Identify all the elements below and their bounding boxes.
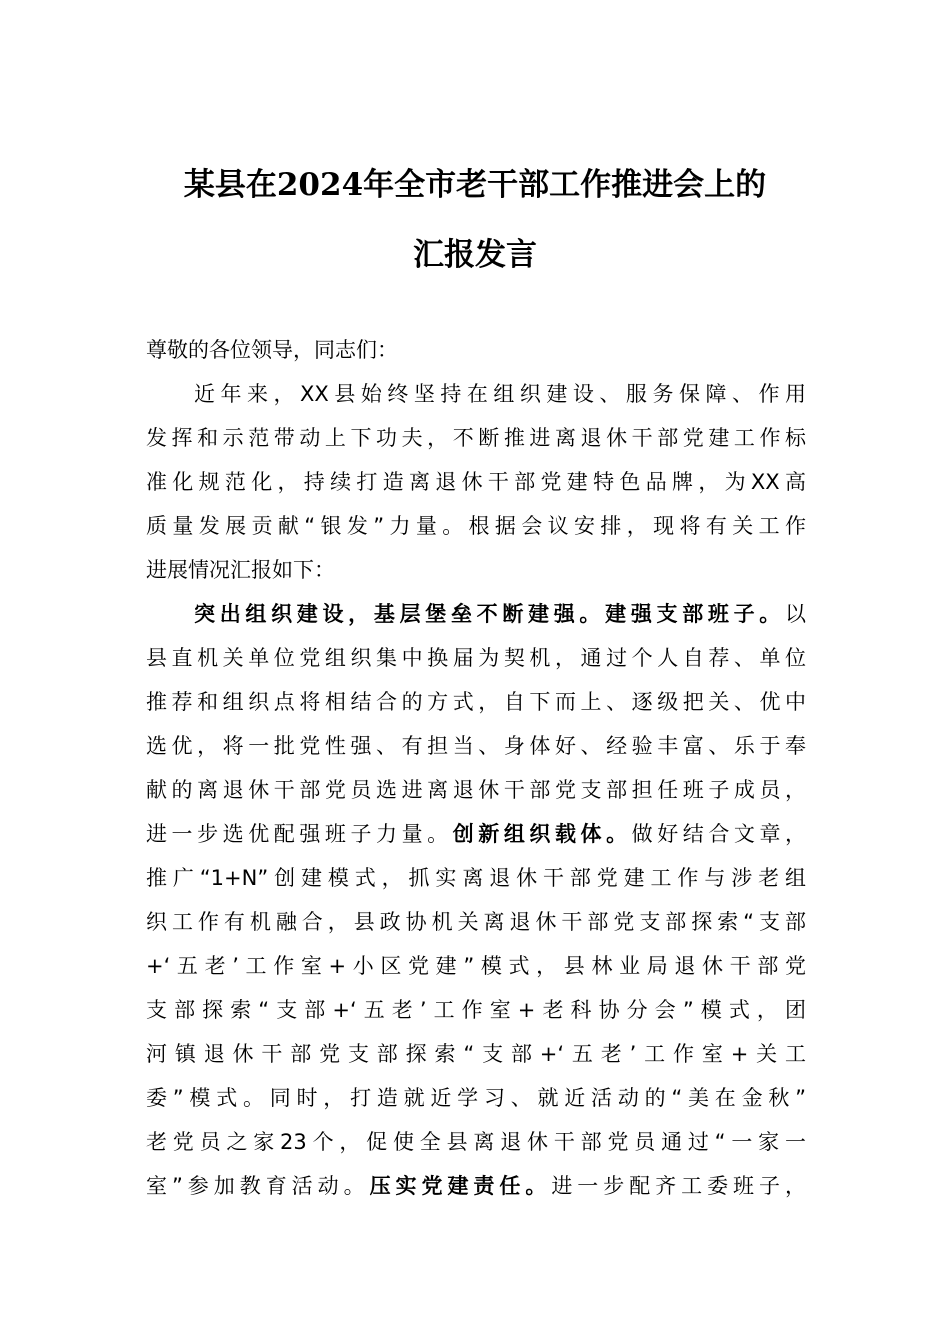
paragraph-line: 进展情况汇报如下：: [146, 558, 335, 582]
paragraph-line: 发挥和示范带动上下功夫，不断推进离退休干部党建工作标: [146, 426, 806, 450]
paragraph-line: +‘五老’工作室+小区党建”模式，县林业局退休干部党: [146, 954, 806, 978]
subheading: 创新组织载体。: [452, 822, 632, 846]
text: 进一步配齐工委班子，: [551, 1174, 806, 1198]
paragraph-line: 支部探索“支部+‘五老’工作室+老科协分会”模式，团: [146, 998, 806, 1022]
paragraph-line: 县直机关单位党组织集中换届为契机，通过个人自荐、单位: [146, 646, 806, 670]
paragraph-line: [146, 592, 806, 636]
paragraph-line: 献的离退休干部党员选进离退休干部党支部担任班子成员，: [146, 778, 806, 802]
paragraph-line: 委”模式。同时，打造就近学习、就近活动的“美在金秋”: [146, 1086, 806, 1110]
subheading: 压实党建责任。: [369, 1174, 552, 1198]
paragraph-line: 质量发展贡献“银发”力量。根据会议安排，现将有关工作: [146, 514, 806, 538]
paragraph-line: [146, 812, 806, 856]
paragraph-line: [146, 1164, 806, 1208]
paragraph-line: 准化规范化，持续打造离退休干部党建特色品牌，为XX高: [146, 470, 806, 494]
document-body: [146, 328, 806, 1208]
document-title-line-1: 某县在2024年全市老干部工作推进会上的: [183, 167, 767, 203]
paragraph-line: 织工作有机融合，县政协机关离退休干部党支部探索“支部: [146, 910, 806, 934]
paragraph-line: 推荐和组织点将相结合的方式，自下而上、逐级把关、优中: [146, 690, 806, 714]
text: 以: [785, 602, 806, 626]
paragraph-line: 近年来，XX县始终坚持在组织建设、服务保障、作用: [194, 382, 806, 406]
text: 进一步选优配强班子力量。: [146, 822, 453, 846]
text: 室”参加教育活动。: [146, 1174, 370, 1198]
paragraph-line: 河镇退休干部党支部探索“支部+‘五老’工作室+关工: [146, 1042, 806, 1066]
salutation: 尊敬的各位领导，同志们：: [146, 338, 398, 362]
section-heading: 突出组织建设，基层堡垒不断建强。建强支部班子。: [194, 602, 785, 626]
paragraph-line: 选优，将一批党性强、有担当、身体好、经验丰富、乐于奉: [146, 734, 806, 758]
text: 做好结合文章，: [631, 822, 807, 846]
paragraph-line: 老党员之家23个，促使全县离退休干部党员通过“一家一: [146, 1130, 806, 1154]
document-title-line-2: 汇报发言: [413, 237, 537, 273]
paragraph-line: 推广“1+N”创建模式，抓实离退休干部党建工作与涉老组: [146, 866, 806, 890]
